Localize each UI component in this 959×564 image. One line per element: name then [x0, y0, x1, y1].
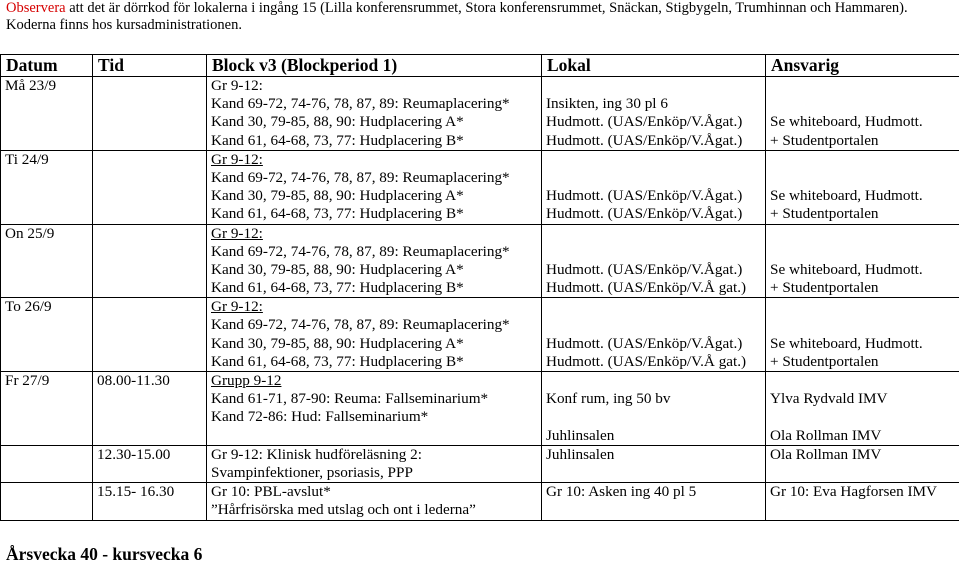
ansvarig-line: [770, 77, 955, 95]
cell-lokal: [542, 224, 766, 298]
block-line: Kand 69-72, 74-76, 78, 87, 89: Reumaplacering*: [211, 169, 537, 187]
cell-ansvarig: [766, 224, 959, 298]
ansvarig-line: Ylva Rydvald IMV: [770, 390, 955, 408]
block-line: Gr 9-12:: [211, 298, 537, 316]
cell-ansvarig: [766, 372, 959, 446]
cell-block: [207, 483, 542, 520]
lokal-line: Gr 10: Asken ing 40 pl 5: [546, 483, 761, 501]
cell-ansvarig: [766, 483, 959, 520]
lokal-line: Hudmott. (UAS/Enköp/V.Ågat.): [546, 132, 761, 150]
schedule-table: [0, 54, 959, 521]
block-line: Kand 61, 64-68, 73, 77: Hudplacering B*: [211, 205, 537, 223]
ansvarig-line: [770, 169, 955, 187]
cell-block: [207, 224, 542, 298]
notice-body: att det är dörrkod för lokalerna i ingång 15 (Lilla konferensrummet, Stora konferensrummet, Snäckan, Stigbygeln, Trumhinnan och Hammaren). Koderna finns hos kursadministrationen.: [6, 0, 908, 33]
lokal-line: Hudmott. (UAS/Enköp/V.Ågat.): [546, 187, 761, 205]
header-block: Block v3 (Blockperiod 1): [207, 55, 542, 77]
ansvarig-line: [770, 501, 955, 519]
cell-datum: [1, 483, 93, 520]
lokal-line: [546, 77, 761, 95]
lokal-line: [546, 225, 761, 243]
ansvarig-line: [770, 464, 955, 482]
lokal-line: [546, 169, 761, 187]
header-row: [1, 55, 959, 77]
block-line: Kand 30, 79-85, 88, 90: Hudplacering A*: [211, 261, 537, 279]
week-footer: Årsvecka 40 - kursvecka 6: [6, 544, 202, 564]
header-ansvarig: Ansvarig: [766, 55, 959, 77]
block-line: Gr 9-12:: [211, 77, 537, 95]
lokal-line: Hudmott. (UAS/Enköp/V.Ågat.): [546, 335, 761, 353]
cell-lokal: [542, 77, 766, 151]
cell-ansvarig: [766, 445, 959, 482]
table-row: [1, 150, 959, 224]
cell-tid: [93, 77, 207, 151]
cell-ansvarig: [766, 298, 959, 372]
cell-lokal: [542, 483, 766, 520]
block-line: Gr 9-12: Klinisk hudföreläsning 2:: [211, 446, 537, 464]
cell-tid: 08.00-11.30: [93, 372, 207, 446]
header-tid: Tid: [93, 55, 207, 77]
lokal-line: [546, 243, 761, 261]
block-line: Gr 9-12:: [211, 225, 537, 243]
block-line: Kand 61, 64-68, 73, 77: Hudplacering B*: [211, 132, 537, 150]
lokal-line: Juhlinsalen: [546, 446, 761, 464]
lokal-line: [546, 464, 761, 482]
ansvarig-line: Se whiteboard, Hudmott.: [770, 187, 955, 205]
lokal-line: [546, 316, 761, 334]
ansvarig-line: [770, 243, 955, 261]
cell-datum: Må 23/9: [1, 77, 93, 151]
notice-prefix: Observera: [6, 0, 66, 16]
block-line: Kand 61, 64-68, 73, 77: Hudplacering B*: [211, 353, 537, 371]
cell-tid: [93, 150, 207, 224]
cell-lokal: [542, 298, 766, 372]
lokal-line: [546, 298, 761, 316]
table-row: [1, 372, 959, 446]
header-lokal: Lokal: [542, 55, 766, 77]
cell-tid: 15.15- 16.30: [93, 483, 207, 520]
ansvarig-line: [770, 95, 955, 113]
cell-block: [207, 150, 542, 224]
ansvarig-line: Ola Rollman IMV: [770, 427, 955, 445]
ansvarig-line: + Studentportalen: [770, 205, 955, 223]
cell-ansvarig: [766, 150, 959, 224]
block-line: Kand 69-72, 74-76, 78, 87, 89: Reumaplacering*: [211, 95, 537, 113]
cell-block: [207, 445, 542, 482]
ansvarig-line: Ola Rollman IMV: [770, 446, 955, 464]
lokal-line: [546, 151, 761, 169]
lokal-line: [546, 501, 761, 519]
cell-tid: [93, 224, 207, 298]
lokal-line: Hudmott. (UAS/Enköp/V.Ågat.): [546, 113, 761, 131]
cell-ansvarig: [766, 77, 959, 151]
block-line: Svampinfektioner, psoriasis, PPP: [211, 464, 537, 482]
ansvarig-line: [770, 225, 955, 243]
ansvarig-line: + Studentportalen: [770, 132, 955, 150]
cell-datum: Ti 24/9: [1, 150, 93, 224]
block-line: [211, 427, 537, 445]
lokal-line: Hudmott. (UAS/Enköp/V.Ågat.): [546, 261, 761, 279]
ansvarig-line: Se whiteboard, Hudmott.: [770, 261, 955, 279]
block-line: Kand 72-86: Hud: Fallseminarium*: [211, 408, 537, 426]
block-line: Grupp 9-12: [211, 372, 537, 390]
ansvarig-line: + Studentportalen: [770, 353, 955, 371]
lokal-line: [546, 408, 761, 426]
lokal-line: Konf rum, ing 50 bv: [546, 390, 761, 408]
cell-lokal: [542, 150, 766, 224]
cell-lokal: [542, 372, 766, 446]
block-line: Kand 30, 79-85, 88, 90: Hudplacering A*: [211, 335, 537, 353]
lokal-line: [546, 372, 761, 390]
block-line: Gr 9-12:: [211, 151, 537, 169]
block-line: Kand 69-72, 74-76, 78, 87, 89: Reumaplacering*: [211, 316, 537, 334]
cell-datum: On 25/9: [1, 224, 93, 298]
block-line: ”Hårfrisörska med utslag och ont i lederna”: [211, 501, 537, 519]
ansvarig-line: [770, 408, 955, 426]
block-line: Kand 69-72, 74-76, 78, 87, 89: Reumaplacering*: [211, 243, 537, 261]
ansvarig-line: Se whiteboard, Hudmott.: [770, 113, 955, 131]
ansvarig-line: [770, 298, 955, 316]
block-line: Kand 61-71, 87-90: Reuma: Fallseminarium*: [211, 390, 537, 408]
lokal-line: Hudmott. (UAS/Enköp/V.Å gat.): [546, 279, 761, 297]
table-row: [1, 224, 959, 298]
table-row: [1, 483, 959, 520]
cell-datum: [1, 445, 93, 482]
cell-datum: To 26/9: [1, 298, 93, 372]
cell-tid: [93, 298, 207, 372]
notice-text: [6, 0, 946, 34]
ansvarig-line: Se whiteboard, Hudmott.: [770, 335, 955, 353]
block-line: Kand 30, 79-85, 88, 90: Hudplacering A*: [211, 113, 537, 131]
ansvarig-line: [770, 151, 955, 169]
table-row: [1, 77, 959, 151]
cell-tid: 12.30-15.00: [93, 445, 207, 482]
ansvarig-line: + Studentportalen: [770, 279, 955, 297]
ansvarig-line: [770, 372, 955, 390]
ansvarig-line: [770, 316, 955, 334]
cell-datum: Fr 27/9: [1, 372, 93, 446]
lokal-line: Hudmott. (UAS/Enköp/V.Å gat.): [546, 353, 761, 371]
header-datum: Datum: [1, 55, 93, 77]
lokal-line: Juhlinsalen: [546, 427, 761, 445]
table-row: [1, 298, 959, 372]
lokal-line: Hudmott. (UAS/Enköp/V.Ågat.): [546, 205, 761, 223]
block-line: Gr 10: PBL-avslut*: [211, 483, 537, 501]
lokal-line: Insikten, ing 30 pl 6: [546, 95, 761, 113]
block-line: Kand 30, 79-85, 88, 90: Hudplacering A*: [211, 187, 537, 205]
cell-block: [207, 372, 542, 446]
block-line: Kand 61, 64-68, 73, 77: Hudplacering B*: [211, 279, 537, 297]
cell-block: [207, 298, 542, 372]
cell-block: [207, 77, 542, 151]
table-row: [1, 445, 959, 482]
cell-lokal: [542, 445, 766, 482]
ansvarig-line: Gr 10: Eva Hagforsen IMV: [770, 483, 955, 501]
